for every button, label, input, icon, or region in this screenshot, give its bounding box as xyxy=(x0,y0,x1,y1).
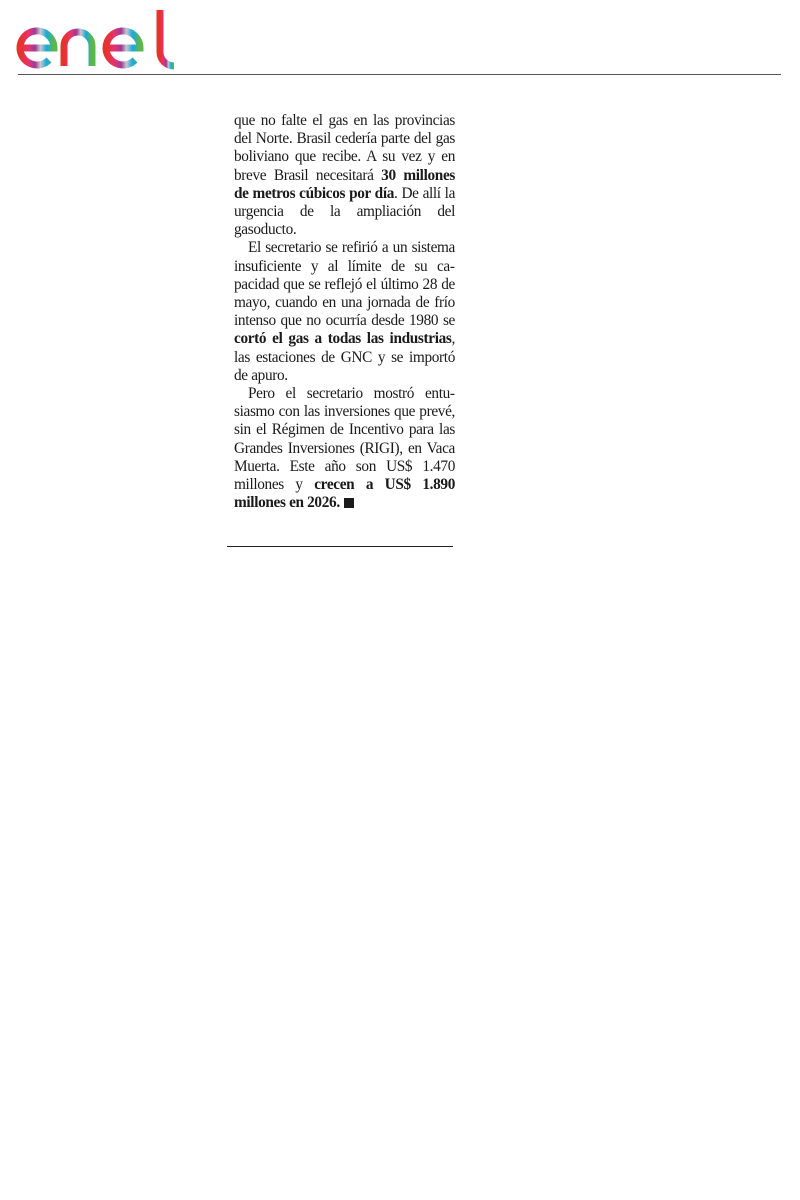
enel-logo xyxy=(14,6,184,72)
article-paragraph xyxy=(234,112,455,239)
article-paragraph xyxy=(234,239,455,385)
header-divider xyxy=(18,74,781,75)
article-paragraph xyxy=(234,385,455,512)
highlighted-text: cortó el gas a todas las industrias xyxy=(234,330,452,348)
article-column xyxy=(234,112,455,512)
paragraph-text: El secretario se refirió a un sistema insuficiente y al límite de su capacidad que se reflejó el último 28 de mayo, cuando en una jornada de frío intenso que no ocurría desde 1980 se xyxy=(234,239,455,330)
paragraph-text: que no falte el gas en las provincias del Norte. Brasil cedería parte del gas boliviano que recibe. A su vez y en breve Brasil necesitará xyxy=(234,112,455,184)
page-header xyxy=(0,0,800,80)
highlighted-text: crecen a US$ 1.890 millones en 2026. xyxy=(234,476,455,512)
paragraph-text: Pero el secretario mostró entusiasmo con las inversiones que prevé, sin el Régimen de Incentivo para las Grandes Inversiones (RIGI), en Vaca Muerta. Este año son US$ 1.470 millones y xyxy=(234,385,455,494)
highlighted-text: 30 millones de metros cúbicos por día xyxy=(234,166,455,202)
paragraph-text: , las estaciones de GNC y se importó de apuro. xyxy=(234,330,455,384)
end-of-article-square-icon xyxy=(344,498,354,508)
article-end-divider xyxy=(227,546,453,547)
paragraph-text: . De allí la urgencia de la ampliación del gasoducto. xyxy=(234,184,456,239)
